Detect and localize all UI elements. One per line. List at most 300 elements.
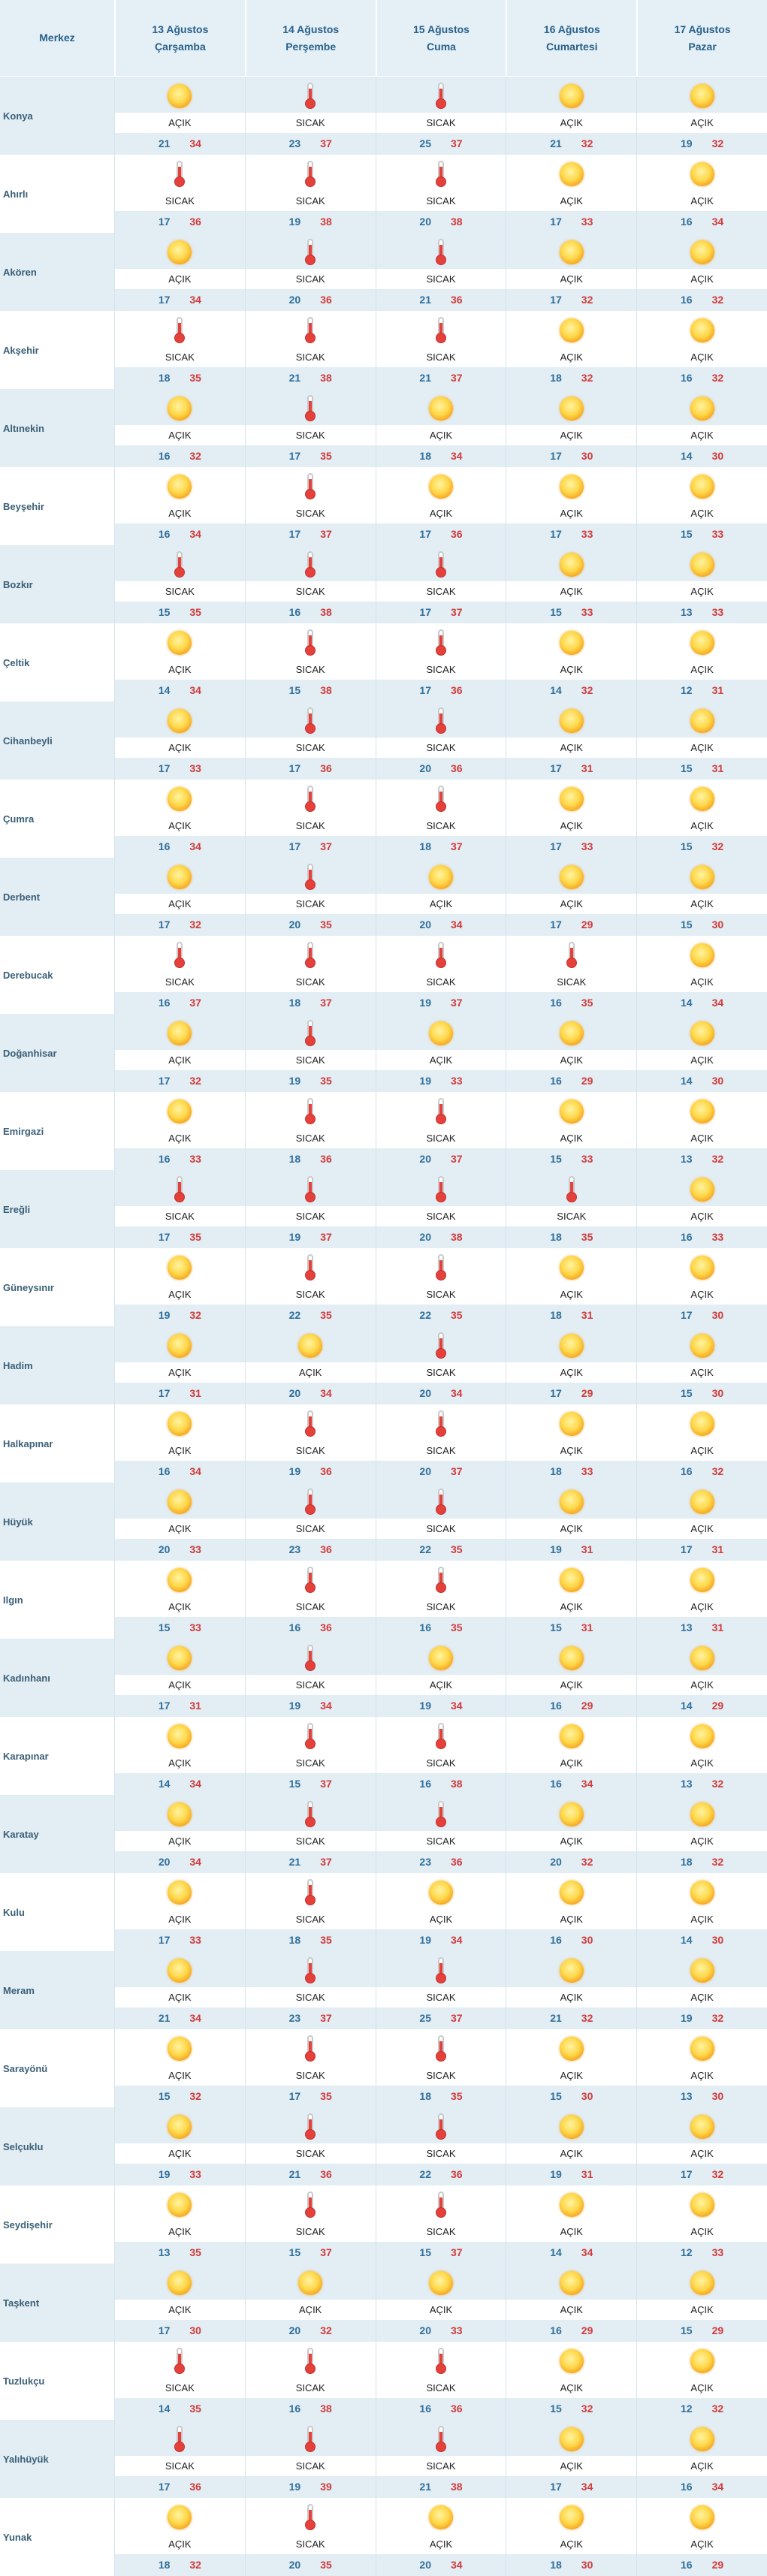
sun-glyph [690, 553, 714, 577]
sun-glyph [690, 397, 714, 421]
city-name[interactable]: Hüyük [0, 1483, 114, 1561]
forecast-cell [376, 780, 506, 858]
city-name[interactable]: Cihanbeyli [0, 701, 114, 780]
condition-label: AÇIK [637, 2300, 767, 2320]
condition-label: AÇIK [115, 2300, 245, 2320]
max-temperature: 35 [320, 2559, 332, 2571]
min-temperature: 15 [681, 918, 693, 931]
thermometer-bulb [305, 411, 316, 421]
header-day-date: 15 Ağustos [413, 23, 470, 35]
thermometer-bulb [305, 645, 316, 656]
city-row [0, 780, 767, 858]
temperature-row [115, 1695, 245, 1717]
min-temperature: 16 [550, 997, 562, 1009]
temperature-row [246, 2398, 376, 2420]
city-name[interactable]: Akşehir [3, 344, 39, 356]
temperature-row [637, 1226, 767, 1248]
thermometer-icon [298, 162, 322, 188]
max-temperature: 36 [189, 2481, 201, 2493]
forecast-cell [114, 311, 245, 389]
sun-glyph [560, 475, 584, 499]
forecast-cell [636, 311, 767, 389]
condition-label: AÇIK [506, 1987, 636, 2007]
forecast-cell [376, 1014, 506, 1092]
sun-icon [560, 1724, 584, 1750]
max-temperature: 33 [581, 606, 593, 618]
forecast-cell [376, 233, 506, 311]
city-name[interactable]: Meram [0, 1951, 114, 2029]
city-name[interactable]: Kadınhanı [0, 1639, 114, 1717]
max-temperature: 34 [189, 294, 201, 306]
sun-glyph [168, 1881, 192, 1905]
min-temperature: 25 [419, 2012, 431, 2024]
min-temperature: 16 [419, 2403, 431, 2415]
sun-glyph [560, 84, 584, 108]
thermometer-glyph [303, 2191, 317, 2219]
forecast-cell [245, 1717, 376, 1795]
max-temperature: 35 [450, 1621, 463, 1633]
city-name[interactable]: Çeltik [3, 656, 30, 668]
min-temperature: 21 [158, 137, 171, 149]
sun-icon [690, 2349, 714, 2375]
max-temperature: 32 [189, 1309, 201, 1321]
city-name[interactable]: Taşkent [0, 2264, 114, 2342]
sun-glyph [429, 475, 453, 499]
thermometer-bulb [436, 2051, 446, 2062]
sun-glyph [168, 787, 192, 811]
forecast-cell [245, 1873, 376, 1951]
min-temperature: 20 [288, 2324, 301, 2336]
thermometer-icon [560, 1178, 584, 1203]
city-row [0, 1092, 767, 1170]
thermometer-bulb [436, 98, 446, 109]
thermometer-bulb [174, 2363, 185, 2374]
temperature-row [637, 133, 767, 155]
sun-icon [690, 1568, 714, 1594]
temperature-row [246, 133, 376, 155]
forecast-cell [376, 1795, 506, 1873]
condition-label: AÇIK [637, 1597, 767, 1617]
sun-glyph [690, 84, 714, 108]
condition-label: AÇIK [506, 1675, 636, 1695]
max-temperature: 32 [711, 2403, 724, 2415]
forecast-cell [245, 311, 376, 389]
forecast-cell [506, 2107, 636, 2185]
temperature-row [246, 1461, 376, 1483]
temperature-row [246, 211, 376, 233]
forecast-cell [114, 1326, 245, 1404]
city-name[interactable]: Karapınar [3, 1750, 49, 1762]
condition-label: AÇIK [506, 191, 636, 211]
max-temperature: 38 [450, 216, 463, 228]
sun-glyph [560, 1646, 584, 1670]
min-temperature: 15 [419, 2246, 431, 2258]
temperature-row [376, 914, 506, 936]
thermometer-icon [298, 397, 322, 422]
temperature-row [506, 1695, 636, 1717]
condition-label: SICAK [115, 1206, 245, 1226]
temperature-row [637, 680, 767, 701]
sun-glyph [690, 1178, 714, 1202]
thermometer-icon [298, 84, 322, 110]
forecast-cell [636, 1717, 767, 1795]
city-row [0, 1483, 767, 1561]
temperature-row [115, 602, 245, 623]
thermometer-icon [298, 2427, 322, 2453]
sun-glyph [690, 1412, 714, 1436]
sun-glyph [560, 2427, 584, 2451]
sun-icon [560, 240, 584, 266]
min-temperature: 19 [550, 2168, 562, 2180]
condition-label: SICAK [246, 1519, 376, 1539]
city-row [0, 1951, 767, 2029]
condition-label: AÇIK [637, 2065, 767, 2086]
forecast-cell [636, 1248, 767, 1326]
min-temperature: 16 [681, 294, 693, 306]
sun-glyph [168, 84, 192, 108]
thermometer-glyph [434, 2035, 448, 2062]
forecast-cell [636, 2185, 767, 2264]
sun-icon [690, 1256, 714, 1281]
min-temperature: 19 [681, 137, 693, 149]
condition-label: AÇIK [376, 503, 506, 523]
city-row [0, 2420, 767, 2498]
city-name[interactable]: Yalıhüyük [0, 2420, 114, 2498]
thermometer-icon [429, 318, 453, 344]
city-name[interactable]: Beyşehir [3, 500, 44, 512]
temperature-row [376, 367, 506, 389]
temperature-row [506, 1539, 636, 1561]
thermometer-glyph [434, 1723, 448, 1750]
sun-icon [690, 553, 714, 578]
max-temperature: 33 [581, 840, 593, 852]
sun-icon [168, 1959, 192, 1984]
forecast-cell [114, 1483, 245, 1561]
forecast-cell [376, 858, 506, 936]
city-name[interactable]: Ahırlı [3, 188, 29, 200]
min-temperature: 15 [550, 1621, 562, 1633]
thermometer-glyph [173, 317, 186, 344]
sun-icon [168, 475, 192, 500]
forecast-cell [245, 155, 376, 233]
sun-glyph [429, 865, 453, 889]
temperature-row [637, 2242, 767, 2264]
forecast-cell [506, 1561, 636, 1639]
condition-label: AÇIK [115, 1909, 245, 1929]
city-name[interactable]: Derbent [0, 858, 114, 936]
forecast-cell [506, 545, 636, 623]
forecast-cell [506, 701, 636, 780]
condition-label: SICAK [246, 1284, 376, 1305]
forecast-cell [506, 389, 636, 467]
max-temperature: 32 [581, 1856, 593, 1868]
thermometer-bulb [174, 333, 185, 343]
thermometer-glyph [434, 1254, 448, 1281]
condition-label: AÇIK [637, 816, 767, 836]
min-temperature: 14 [681, 1934, 693, 1946]
condition-label: SICAK [246, 347, 376, 367]
forecast-cell [636, 1170, 767, 1248]
city-name[interactable]: Çumra [3, 813, 35, 825]
temperature-row [376, 2476, 506, 2498]
thermometer-icon [168, 2349, 192, 2375]
forecast-cell [245, 1326, 376, 1404]
forecast-cell [114, 1248, 245, 1326]
temperature-row [376, 2398, 506, 2420]
max-temperature: 33 [189, 1934, 201, 1946]
city-name[interactable]: Doğanhisar [0, 1014, 114, 1092]
thermometer-icon [429, 631, 453, 656]
condition-label: AÇIK [115, 2222, 245, 2242]
temperature-row [506, 523, 636, 545]
max-temperature: 30 [581, 2090, 593, 2102]
thermometer-icon [429, 1568, 453, 1594]
thermometer-icon [298, 1490, 322, 1516]
sun-icon [168, 2271, 192, 2297]
forecast-cell [506, 467, 636, 545]
sun-glyph [298, 1334, 322, 1358]
thermometer-icon [298, 553, 322, 578]
sun-glyph [560, 2193, 584, 2217]
temperature-row [637, 1383, 767, 1404]
temperature-row [246, 758, 376, 780]
sun-glyph [560, 1802, 584, 1826]
condition-label: AÇIK [376, 894, 506, 914]
city-name[interactable]: Hadim [0, 1326, 114, 1404]
sun-icon [560, 2037, 584, 2062]
sun-icon [168, 1881, 192, 1906]
sun-icon [168, 1568, 192, 1594]
sun-icon [560, 1568, 584, 1594]
min-temperature: 15 [681, 528, 693, 540]
header-day-weekday: Pazar [688, 40, 717, 53]
sun-glyph [168, 2271, 192, 2295]
city-name[interactable]: Ilgın [3, 1594, 23, 1606]
max-temperature: 34 [189, 2012, 201, 2024]
condition-label: AÇIK [637, 425, 767, 445]
condition-label: AÇIK [115, 113, 245, 133]
max-temperature: 32 [581, 137, 593, 149]
forecast-cell [376, 1951, 506, 2029]
sun-icon [168, 2115, 192, 2140]
thermometer-icon [298, 1959, 322, 1984]
temperature-row [246, 523, 376, 545]
condition-label: AÇIK [506, 1440, 636, 1461]
condition-label: AÇIK [637, 738, 767, 758]
thermometer-glyph [303, 161, 317, 188]
thermometer-bulb [305, 1114, 316, 1124]
thermometer-icon [429, 787, 453, 813]
thermometer-bulb [305, 567, 316, 578]
thermometer-bulb [436, 1817, 446, 1827]
min-temperature: 17 [681, 1309, 693, 1321]
thermometer-bulb [305, 1661, 316, 1671]
min-temperature: 17 [419, 684, 431, 696]
max-temperature: 38 [320, 216, 332, 228]
sun-icon [298, 2271, 322, 2297]
forecast-cell [636, 1795, 767, 1873]
thermometer-icon [429, 2037, 453, 2062]
max-temperature: 37 [320, 840, 332, 852]
forecast-cell [245, 467, 376, 545]
temperature-row [376, 992, 506, 1014]
max-temperature: 34 [450, 450, 463, 462]
sun-glyph [560, 553, 584, 577]
condition-label: AÇIK [506, 738, 636, 758]
thermometer-glyph [434, 629, 448, 656]
condition-label: AÇIK [506, 2534, 636, 2554]
city-name[interactable]: Bozkır [0, 545, 114, 623]
temperature-row [115, 758, 245, 780]
city-name[interactable]: Karatay [0, 1795, 114, 1873]
thermometer-icon [298, 1881, 322, 1906]
max-temperature: 37 [450, 372, 463, 384]
city-name[interactable]: Sarayönü [3, 2062, 48, 2074]
max-temperature: 31 [581, 1621, 593, 1633]
sun-icon [690, 84, 714, 110]
sun-icon [560, 1881, 584, 1906]
thermometer-icon [429, 2193, 453, 2219]
max-temperature: 32 [189, 2090, 201, 2102]
condition-label: AÇIK [115, 1597, 245, 1617]
thermometer-bulb [305, 1817, 316, 1827]
thermometer-glyph [303, 1254, 317, 1281]
temperature-row [506, 2086, 636, 2107]
forecast-cell [245, 545, 376, 623]
forecast-cell [114, 1639, 245, 1717]
condition-label: AÇIK [376, 1675, 506, 1695]
max-temperature: 32 [711, 2012, 724, 2024]
condition-label: SICAK [376, 659, 506, 680]
min-temperature: 14 [550, 2246, 562, 2258]
city-name[interactable]: Kulu [3, 1906, 25, 1918]
thermometer-glyph [434, 1567, 448, 1594]
temperature-row [246, 2242, 376, 2264]
min-temperature: 17 [550, 840, 562, 852]
max-temperature: 38 [320, 606, 332, 618]
forecast-cell [636, 389, 767, 467]
thermometer-glyph [434, 2191, 448, 2219]
min-temperature: 17 [158, 2481, 171, 2493]
sun-icon [168, 709, 192, 734]
thermometer-bulb [305, 958, 316, 968]
sun-icon [560, 2427, 584, 2453]
sun-glyph [298, 2271, 322, 2295]
sun-icon [560, 1256, 584, 1281]
max-temperature: 33 [189, 2168, 201, 2180]
city-name[interactable]: Akören [0, 233, 114, 311]
max-temperature: 33 [711, 606, 724, 618]
temperature-row [246, 1617, 376, 1639]
max-temperature: 38 [450, 2481, 463, 2493]
min-temperature: 17 [550, 528, 562, 540]
condition-label: AÇIK [506, 2378, 636, 2398]
sun-icon [298, 1334, 322, 1359]
max-temperature: 29 [581, 1700, 593, 1712]
min-temperature: 17 [550, 2481, 562, 2493]
min-temperature: 17 [158, 1934, 171, 1946]
sun-icon [429, 2505, 453, 2531]
max-temperature: 32 [189, 2559, 201, 2571]
max-temperature: 35 [450, 2090, 463, 2102]
min-temperature: 16 [681, 2481, 693, 2493]
forecast-cell [114, 545, 245, 623]
max-temperature: 37 [450, 2012, 463, 2024]
city-name[interactable]: Konya [0, 77, 114, 155]
max-temperature: 37 [189, 997, 201, 1009]
temperature-row [376, 1070, 506, 1092]
condition-label: AÇIK [506, 894, 636, 914]
min-temperature: 18 [288, 1153, 301, 1165]
condition-label: AÇIK [637, 1440, 767, 1461]
forecast-cell [636, 2107, 767, 2185]
max-temperature: 33 [581, 216, 593, 228]
min-temperature: 18 [550, 372, 562, 384]
max-temperature: 29 [711, 2324, 724, 2336]
forecast-cell [636, 2498, 767, 2576]
city-name[interactable]: Derebucak [3, 969, 53, 981]
sun-icon [168, 397, 192, 422]
forecast-cell [506, 2498, 636, 2576]
city-name[interactable]: Altınekin [0, 389, 114, 467]
temperature-row [637, 2320, 767, 2342]
temperature-row [115, 2554, 245, 2576]
max-temperature: 32 [189, 450, 201, 462]
forecast-cell [506, 2342, 636, 2420]
city-name[interactable]: Halkapınar [3, 1437, 53, 1449]
forecast-cell [114, 467, 245, 545]
sun-icon [560, 475, 584, 500]
min-temperature: 21 [550, 2012, 562, 2024]
max-temperature: 37 [320, 1778, 332, 1790]
thermometer-bulb [174, 2442, 185, 2452]
city-name[interactable]: Güneysınır [3, 1281, 54, 1293]
min-temperature: 19 [288, 1231, 301, 1243]
city-name[interactable]: Selçuklu [0, 2107, 114, 2185]
city-name[interactable]: Ereğli [0, 1170, 114, 1248]
temperature-row [115, 2086, 245, 2107]
sun-icon [429, 2271, 453, 2297]
thermometer-icon [298, 865, 322, 891]
forecast-cell [506, 1404, 636, 1483]
thermometer-bulb [305, 2520, 316, 2530]
city-name[interactable]: Tuzlukçu [3, 2375, 45, 2387]
thermometer-icon [298, 2505, 322, 2531]
max-temperature: 34 [450, 1700, 463, 1712]
condition-label: SICAK [246, 2143, 376, 2164]
forecast-cell [245, 701, 376, 780]
min-temperature: 16 [288, 606, 301, 618]
forecast-cell [376, 1248, 506, 1326]
city-name[interactable]: Yunak [3, 2531, 32, 2543]
temperature-row [246, 1851, 376, 1873]
thermometer-bulb [174, 567, 185, 578]
condition-label: SICAK [246, 2222, 376, 2242]
temperature-row [637, 2007, 767, 2029]
city-name[interactable]: Emirgazi [3, 1125, 44, 1137]
condition-label: SICAK [246, 659, 376, 680]
min-temperature: 20 [419, 918, 431, 931]
city-name[interactable]: Seydişehir [3, 2219, 53, 2231]
forecast-cell [114, 1404, 245, 1483]
thermometer-glyph [303, 1567, 317, 1594]
thermometer-bulb [305, 1895, 316, 1905]
min-temperature: 14 [158, 2403, 171, 2415]
sun-icon [560, 1334, 584, 1359]
sun-icon [168, 84, 192, 110]
sun-icon [690, 162, 714, 188]
sun-glyph [168, 1099, 192, 1124]
